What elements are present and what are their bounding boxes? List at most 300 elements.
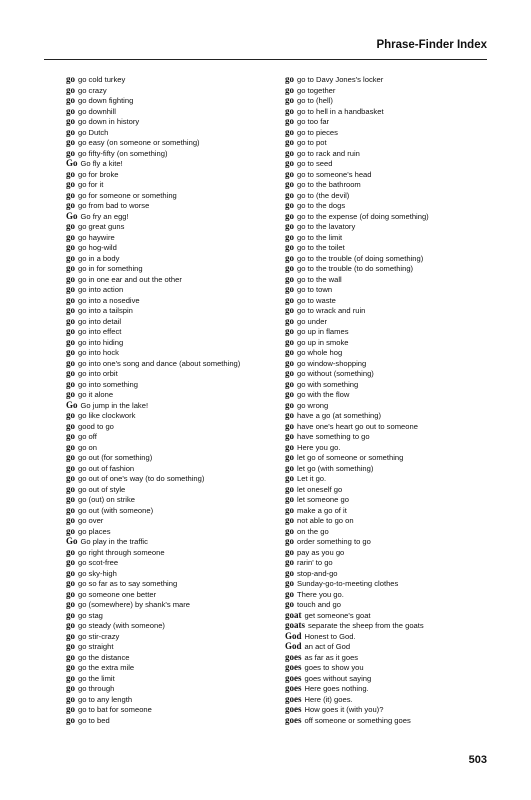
entry-phrase: go too far	[297, 117, 330, 126]
index-entry	[66, 232, 274, 243]
index-entry	[285, 169, 493, 180]
entry-phrase: Go fly a kite!	[80, 159, 123, 168]
entry-phrase: rarin' to go	[297, 558, 333, 567]
entry-phrase: go off	[78, 432, 97, 441]
index-entry	[285, 263, 493, 274]
entry-keyword: go	[66, 347, 75, 357]
entry-keyword: go	[285, 347, 294, 357]
entry-keyword: go	[285, 462, 294, 473]
index-entry	[66, 263, 274, 274]
entry-phrase: go out of fashion	[78, 463, 135, 473]
entry-phrase: goes to show you	[304, 663, 364, 672]
index-entry	[285, 379, 493, 390]
entry-keyword: go	[285, 473, 294, 483]
entry-phrase: go out of style	[78, 484, 126, 494]
index-entry	[66, 683, 274, 694]
index-entry	[285, 326, 493, 337]
index-entry	[285, 347, 493, 358]
entry-keyword: go	[66, 714, 75, 725]
index-entry	[66, 211, 274, 222]
entry-phrase: Go jump in the lake!	[80, 400, 149, 410]
entry-phrase: go for someone or something	[78, 190, 177, 200]
entry-phrase: go to the bathroom	[297, 180, 361, 189]
entry-keyword: go	[66, 441, 75, 452]
entry-keyword: go	[285, 116, 294, 126]
entry-phrase: get someone's goat	[304, 610, 371, 620]
entry-phrase: How goes it (with you)?	[304, 705, 384, 714]
entry-phrase: go scot-free	[78, 558, 119, 567]
index-entry	[66, 452, 274, 463]
entry-phrase: go whole hog	[297, 348, 343, 357]
entry-keyword: go	[285, 504, 294, 515]
index-entry	[66, 631, 274, 642]
entry-phrase: go out (for something)	[78, 453, 153, 462]
index-entry	[66, 410, 274, 421]
index-entry	[285, 316, 493, 327]
entry-phrase: go places	[78, 526, 111, 536]
entry-keyword: goes	[285, 714, 302, 725]
index-entry	[285, 221, 493, 232]
entry-phrase: go to pieces	[297, 127, 338, 137]
entry-keyword: go	[66, 494, 75, 504]
index-entry	[66, 620, 274, 631]
entry-phrase: go into hock	[78, 348, 119, 357]
entry-phrase: have something to go	[297, 432, 370, 441]
index-entry	[66, 95, 274, 106]
entry-phrase: go in a body	[78, 253, 120, 263]
entry-keyword: go	[285, 431, 294, 441]
entry-keyword: go	[66, 420, 75, 431]
index-entry	[66, 568, 274, 579]
entry-phrase: go into effect	[78, 327, 122, 336]
entry-phrase: good to go	[78, 421, 114, 431]
entry-phrase: an act of God	[304, 642, 351, 651]
entry-phrase: go into action	[78, 285, 124, 294]
entry-keyword: go	[285, 189, 294, 200]
index-entry	[66, 589, 274, 600]
entry-phrase: go to someone's head	[297, 169, 372, 179]
index-entry	[285, 116, 493, 127]
entry-phrase: go in one ear and out the other	[78, 274, 182, 284]
entry-phrase: Go fry an egg!	[80, 211, 129, 221]
entry-phrase: go so far as to say something	[78, 579, 178, 588]
entry-keyword: go	[285, 410, 294, 420]
entry-keyword: go	[66, 599, 75, 609]
entry-keyword: go	[285, 546, 294, 557]
index-entry	[285, 305, 493, 316]
index-entry	[66, 547, 274, 558]
index-entry	[285, 190, 493, 201]
entry-phrase: off someone or something goes	[304, 715, 411, 725]
index-entry	[285, 284, 493, 295]
entry-phrase: Sunday-go-to-meeting clothes	[297, 579, 399, 588]
index-entry	[66, 536, 274, 547]
entry-keyword: go	[66, 126, 75, 137]
index-entry	[66, 652, 274, 663]
entry-phrase: go to waste	[297, 295, 336, 305]
index-entry	[66, 221, 274, 232]
entry-phrase: go (out) on strike	[78, 495, 135, 504]
entry-keyword: go	[66, 336, 75, 347]
entry-phrase: go to the trouble (to do something)	[297, 264, 414, 273]
header-rule	[44, 59, 487, 60]
index-entry	[285, 473, 493, 484]
index-entry	[285, 557, 493, 568]
entry-keyword: go	[285, 399, 294, 410]
entry-phrase: go to the limit	[297, 232, 343, 242]
entry-phrase: go great guns	[78, 222, 125, 231]
entry-phrase: go into one's song and dance (about something)	[78, 358, 241, 368]
entry-keyword: go	[285, 126, 294, 137]
index-entry	[66, 578, 274, 589]
entry-phrase: go the distance	[78, 652, 130, 662]
entry-keyword: go	[285, 294, 294, 305]
entry-keyword: go	[285, 389, 294, 399]
entry-phrase: go straight	[78, 642, 114, 651]
index-entry	[285, 179, 493, 190]
entry-keyword: go	[66, 578, 75, 588]
entry-keyword: go	[285, 357, 294, 368]
index-entry	[66, 242, 274, 253]
entry-phrase: make a go of it	[297, 505, 347, 515]
entry-keyword: go	[66, 651, 75, 662]
entry-keyword: go	[66, 294, 75, 305]
entry-keyword: goes	[285, 693, 302, 704]
entry-phrase: go through	[78, 684, 115, 693]
index-column-left	[66, 74, 274, 725]
entry-phrase: have a go (at something)	[297, 411, 382, 420]
index-entry	[66, 421, 274, 432]
entry-keyword: go	[285, 567, 294, 578]
entry-phrase: go up in smoke	[297, 337, 349, 347]
index-entry	[66, 74, 274, 85]
entry-phrase: go stag	[78, 610, 103, 620]
index-entry	[66, 715, 274, 726]
index-entry	[285, 337, 493, 348]
entry-keyword: go	[66, 147, 75, 158]
entry-phrase: go cold turkey	[78, 75, 126, 84]
entry-keyword: go	[285, 515, 294, 525]
entry-phrase: let go (with something)	[297, 463, 374, 473]
index-entry	[285, 494, 493, 505]
index-entry	[66, 200, 274, 211]
index-entry	[285, 652, 493, 663]
entry-phrase: go with something	[297, 379, 359, 389]
index-entry	[285, 211, 493, 222]
entry-keyword: go	[285, 168, 294, 179]
entry-keyword: go	[285, 147, 294, 158]
entry-keyword: go	[285, 578, 294, 588]
index-entry	[66, 463, 274, 474]
entry-keyword: go	[66, 609, 75, 620]
entry-phrase: go on	[78, 442, 98, 452]
entry-phrase: go to pot	[297, 138, 327, 147]
entry-phrase: go to Davy Jones's locker	[297, 75, 384, 84]
entry-phrase: go to bat for someone	[78, 705, 152, 714]
index-entry	[285, 95, 493, 106]
index-entry	[66, 641, 274, 652]
index-column-right	[285, 74, 493, 725]
index-entry	[285, 610, 493, 621]
entry-phrase: go it alone	[78, 390, 114, 399]
entry-keyword: go	[66, 179, 75, 189]
entry-phrase: go window-shopping	[297, 358, 367, 368]
index-entry	[66, 442, 274, 453]
index-entry	[66, 400, 274, 411]
entry-keyword: goes	[285, 683, 302, 693]
entry-phrase: go without (something)	[297, 369, 374, 378]
index-entry	[285, 368, 493, 379]
entry-phrase: go stir-crazy	[78, 631, 120, 641]
index-entry	[285, 673, 493, 684]
entry-keyword: goes	[285, 662, 302, 672]
entry-keyword: go	[285, 305, 294, 315]
index-entry	[66, 169, 274, 180]
index-entry	[66, 484, 274, 495]
entry-keyword: go	[285, 210, 294, 221]
entry-phrase: on the go	[297, 526, 329, 536]
entry-keyword: go	[66, 242, 75, 252]
entry-phrase: go to rack and ruin	[297, 148, 360, 158]
index-entry	[66, 326, 274, 337]
entry-keyword: go	[66, 672, 75, 683]
entry-keyword: go	[285, 221, 294, 231]
entry-phrase: go to the toilet	[297, 243, 345, 252]
index-entry	[66, 704, 274, 715]
index-entry	[66, 295, 274, 306]
index-entry	[66, 253, 274, 264]
entry-phrase: go to the wall	[297, 274, 342, 284]
index-entry	[285, 505, 493, 516]
index-entry	[285, 620, 493, 631]
entry-keyword: go	[285, 525, 294, 536]
index-entry	[285, 452, 493, 463]
index-entry	[285, 568, 493, 579]
entry-phrase: go in for something	[78, 264, 143, 273]
entry-keyword: go	[66, 704, 75, 714]
entry-phrase: Let it go.	[297, 474, 327, 483]
index-entry	[285, 358, 493, 369]
entry-phrase: go crazy	[78, 85, 107, 95]
entry-phrase: go right through someone	[78, 547, 165, 557]
entry-keyword: go	[285, 441, 294, 452]
entry-keyword: go	[66, 473, 75, 483]
entry-keyword: go	[66, 74, 75, 84]
index-entry	[285, 74, 493, 85]
entry-phrase: go to town	[297, 285, 333, 294]
index-entry	[66, 179, 274, 190]
index-entry	[66, 85, 274, 96]
entry-phrase: There you go.	[297, 589, 344, 599]
entry-keyword: go	[66, 231, 75, 242]
entry-keyword: go	[66, 378, 75, 389]
entry-keyword: Go	[66, 158, 78, 168]
index-entry	[66, 116, 274, 127]
entry-phrase: go to the expense (of doing something)	[297, 211, 429, 221]
index-entry	[285, 431, 493, 442]
entry-keyword: go	[285, 315, 294, 326]
entry-keyword: go	[66, 95, 75, 105]
entry-phrase: separate the sheep from the goats	[308, 621, 424, 630]
index-entry	[285, 442, 493, 453]
entry-keyword: goes	[285, 651, 302, 662]
entry-keyword: Go	[66, 399, 78, 410]
entry-keyword: go	[285, 452, 294, 462]
entry-phrase: go to the trouble (of doing something)	[297, 253, 424, 263]
index-entry	[66, 127, 274, 138]
entry-keyword: go	[66, 368, 75, 378]
entry-keyword: go	[66, 168, 75, 179]
entry-phrase: go into detail	[78, 316, 122, 326]
entry-keyword: go	[285, 137, 294, 147]
entry-keyword: go	[285, 284, 294, 294]
entry-phrase: go to (the devil)	[297, 190, 350, 200]
entry-keyword: go	[66, 620, 75, 630]
index-entry	[285, 641, 493, 652]
index-entry	[66, 505, 274, 516]
entry-keyword: goes	[285, 672, 302, 683]
entry-keyword: Go	[66, 536, 78, 546]
index-entry	[66, 599, 274, 610]
entry-keyword: God	[285, 630, 302, 641]
entry-phrase: go to wrack and ruin	[297, 306, 366, 315]
index-entry	[285, 85, 493, 96]
index-entry	[66, 316, 274, 327]
index-entry	[285, 683, 493, 694]
entry-keyword: go	[66, 326, 75, 336]
entry-phrase: go into a nosedive	[78, 295, 140, 305]
index-entry	[285, 200, 493, 211]
entry-keyword: go	[66, 557, 75, 567]
entry-keyword: go	[66, 683, 75, 693]
index-entry	[285, 389, 493, 400]
entry-phrase: go to the lavatory	[297, 222, 356, 231]
index-entry	[66, 337, 274, 348]
index-entry	[285, 536, 493, 547]
entry-keyword: Go	[66, 210, 78, 221]
entry-keyword: go	[66, 252, 75, 263]
entry-phrase: go out (with someone)	[78, 505, 154, 515]
entry-phrase: stop-and-go	[297, 568, 338, 578]
index-entry	[285, 631, 493, 642]
entry-keyword: go	[66, 410, 75, 420]
entry-keyword: go	[66, 662, 75, 672]
entry-phrase: go the limit	[78, 673, 115, 683]
index-entry	[285, 127, 493, 138]
index-entry	[66, 379, 274, 390]
entry-keyword: go	[66, 588, 75, 599]
entry-phrase: go to bed	[78, 715, 110, 725]
index-entry	[66, 389, 274, 400]
entry-keyword: go	[66, 137, 75, 147]
index-entry	[285, 463, 493, 474]
index-entry	[66, 610, 274, 621]
entry-keyword: go	[285, 336, 294, 347]
entry-keyword: go	[66, 105, 75, 116]
entry-keyword: go	[285, 368, 294, 378]
entry-keyword: go	[285, 158, 294, 168]
index-entry	[285, 589, 493, 600]
entry-phrase: go out of one's way (to do something)	[78, 474, 205, 483]
index-entry	[285, 295, 493, 306]
index-entry	[66, 557, 274, 568]
entry-phrase: have one's heart go out to someone	[297, 421, 418, 431]
entry-keyword: goes	[285, 704, 302, 714]
entry-keyword: go	[66, 305, 75, 315]
entry-keyword: God	[285, 641, 302, 651]
index-entry	[66, 148, 274, 159]
entry-keyword: go	[66, 641, 75, 651]
entry-keyword: go	[66, 515, 75, 525]
entry-phrase: Go play in the traffic	[80, 537, 148, 546]
entry-keyword: go	[66, 315, 75, 326]
index-entry	[66, 431, 274, 442]
entry-keyword: go	[66, 273, 75, 284]
entry-keyword: go	[66, 504, 75, 515]
entry-keyword: go	[66, 630, 75, 641]
entry-phrase: go into hiding	[78, 337, 124, 347]
entry-phrase: go haywire	[78, 232, 115, 242]
entry-keyword: goats	[285, 620, 305, 630]
entry-keyword: go	[66, 452, 75, 462]
entry-phrase: go to seed	[297, 159, 333, 168]
index-entry	[285, 599, 493, 610]
entry-keyword: go	[66, 116, 75, 126]
entry-keyword: go	[285, 179, 294, 189]
index-entry	[285, 274, 493, 285]
entry-phrase: go fifty-fifty (on something)	[78, 148, 168, 158]
entry-phrase: go steady (with someone)	[78, 621, 165, 630]
index-entry	[66, 515, 274, 526]
index-entry	[285, 694, 493, 705]
index-entry	[66, 274, 274, 285]
entry-phrase: go (somewhere) by shank's mare	[78, 600, 191, 609]
index-entry	[66, 526, 274, 537]
entry-keyword: go	[285, 536, 294, 546]
entry-keyword: go	[285, 74, 294, 84]
entry-keyword: go	[285, 105, 294, 116]
entry-keyword: go	[285, 420, 294, 431]
entry-phrase: let someone go	[297, 495, 349, 504]
entry-keyword: go	[285, 252, 294, 263]
entry-phrase: go hog-wild	[78, 243, 117, 252]
entry-phrase: go for broke	[78, 169, 119, 179]
entry-keyword: go	[285, 231, 294, 242]
index-entry	[285, 410, 493, 421]
entry-phrase: let oneself go	[297, 484, 343, 494]
entry-phrase: go down in history	[78, 117, 140, 126]
index-entry	[285, 400, 493, 411]
index-entry	[285, 526, 493, 537]
entry-keyword: go	[66, 263, 75, 273]
entry-keyword: go	[66, 462, 75, 473]
entry-keyword: go	[285, 557, 294, 567]
entry-keyword: go	[66, 546, 75, 557]
entry-phrase: go sky-high	[78, 568, 117, 578]
index-entry	[66, 347, 274, 358]
entry-keyword: go	[285, 273, 294, 284]
entry-keyword: go	[66, 357, 75, 368]
entry-phrase: go like clockwork	[78, 411, 136, 420]
entry-phrase: go for it	[78, 180, 104, 189]
entry-phrase: goes without saying	[304, 673, 372, 683]
entry-phrase: go into a tailspin	[78, 306, 133, 315]
entry-phrase: go downhill	[78, 106, 116, 116]
entry-phrase: Honest to God.	[304, 631, 356, 641]
entry-phrase: let go of someone or something	[297, 453, 404, 462]
index-entry	[285, 137, 493, 148]
entry-phrase: go over	[78, 516, 104, 525]
